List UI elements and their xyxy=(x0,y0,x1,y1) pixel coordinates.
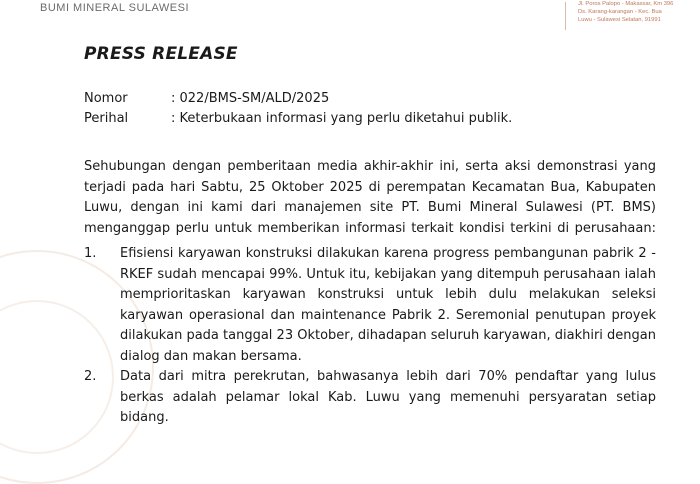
address-line: Jl. Poros Palopo - Makassar, Km 396 xyxy=(578,1,674,7)
list-item-line: karyawan operasional dan maintenance Pabrik 2. Seremonial penutupan proyek xyxy=(120,307,656,323)
list-item-number: 2. xyxy=(84,369,97,384)
list-item-line: dialog dan makan bersama. xyxy=(120,348,302,364)
intro-line: Luwu, dengan ini kami dari manajemen site PT. Bumi Mineral Sulawesi (PT. BMS) xyxy=(84,200,656,215)
intro-line: menganggap perlu untuk memberikan informasi terkait kondisi terkini di perusahaan: xyxy=(84,220,656,236)
perihal-label: Perihal xyxy=(84,111,129,126)
list-item-number: 1. xyxy=(84,246,97,261)
list-item xyxy=(84,367,656,429)
address-line: Luwu - Sulawesi Selatan, 91991 xyxy=(578,17,661,23)
intro-line: terjadi pada hari Sabtu, 25 Oktober 2025 di perempatan Kecamatan Bua, Kabupaten xyxy=(84,179,656,195)
info-list xyxy=(84,244,656,429)
company-address xyxy=(578,0,698,24)
list-item-line: dilakukan pada tanggal 23 Oktober, dihadapan seluruh karyawan, diakhiri dengan xyxy=(120,328,656,343)
list-item xyxy=(84,244,656,367)
nomor-label: Nomor xyxy=(84,91,128,106)
company-name: BUMI MINERAL SULAWESI xyxy=(40,2,190,14)
perihal-row xyxy=(84,110,512,128)
letterhead-divider xyxy=(565,2,566,30)
document-title: PRESS RELEASE xyxy=(84,44,238,64)
intro-paragraph xyxy=(84,157,656,239)
address-line: Ds. Karang-karangan - Kec. Bua xyxy=(578,9,662,15)
perihal-value: : Keterbukaan informasi yang perlu diketahui publik. xyxy=(171,111,513,126)
intro-line: Sehubungan dengan pemberitaan media akhir-akhir ini, serta aksi demonstrasi yang xyxy=(84,159,656,174)
list-item-line: Efisiensi karyawan konstruksi dilakukan karena progress pembangunan pabrik 2 - xyxy=(120,246,656,261)
nomor-row xyxy=(84,90,329,108)
list-item-line: RKEF sudah mencapai 99%. Untuk itu, kebijakan yang ditempuh perusahaan ialah xyxy=(120,266,656,282)
list-item-line: memprioritaskan karyawan konstruksi untuk lebih dulu melakukan seleksi xyxy=(120,287,656,302)
list-item-line: berkas adalah pelamar lokal Kab. Luwu yang memenuhi persyaratan setiap bidang. xyxy=(120,389,656,425)
list-item-line: Data dari mitra perekrutan, bahwasanya lebih dari 70% pendaftar yang lulus xyxy=(120,369,656,384)
nomor-value: : 022/BMS-SM/ALD/2025 xyxy=(171,91,330,106)
